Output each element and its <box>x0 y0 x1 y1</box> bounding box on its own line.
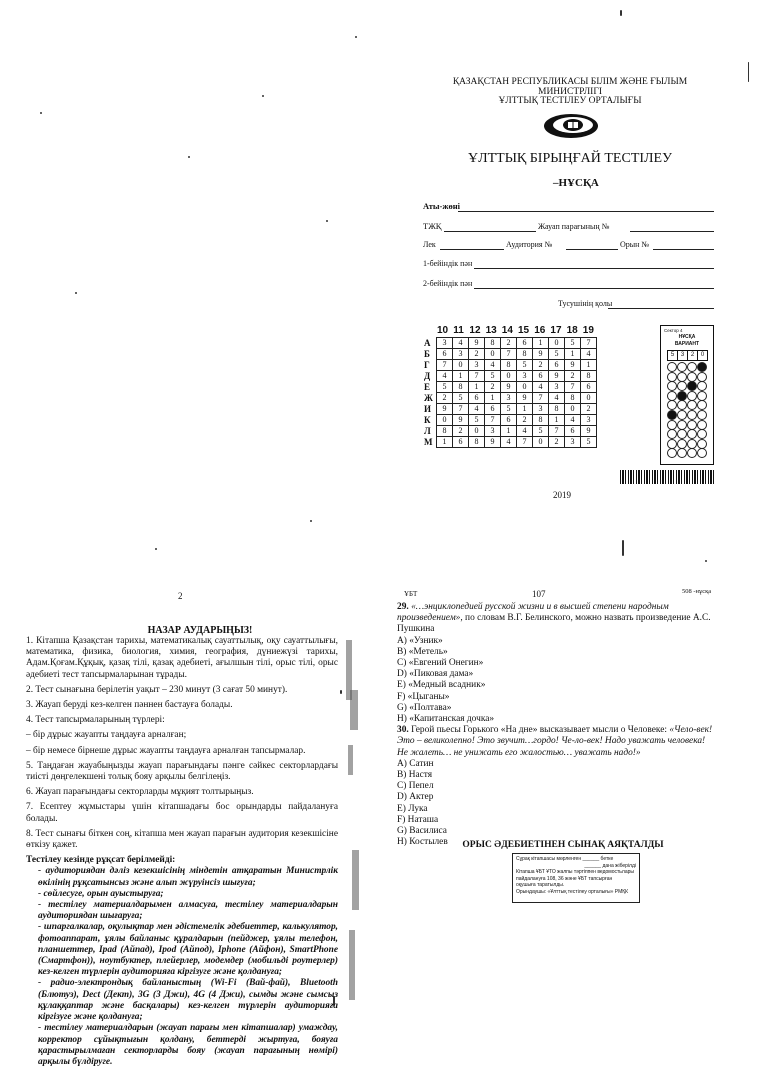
code-table <box>424 337 597 448</box>
code-cell: 3 <box>549 382 565 393</box>
code-cell: 1 <box>501 426 517 437</box>
rule-item: - аудиториядан дәліз кезекшісінің міндетін атқаратын Министрлік өкілінің рұқсатынсыз және алып жүруінсіз шығуға; <box>38 866 339 888</box>
answer-option: F) Наташа <box>397 814 439 825</box>
code-cell: 0 <box>517 382 533 393</box>
ntc-logo-icon <box>542 112 600 140</box>
code-cell: 3 <box>485 426 501 437</box>
code-cell: 5 <box>501 404 517 415</box>
code-cell: 3 <box>501 393 517 404</box>
auditorium-label: Аудитория № <box>506 240 553 249</box>
issue-stamp: Сұрақ кітапшасы мөрленген ______ бетке ______ дана жіберілді Кітапша ҰБТ ҰТО жалпы тәртіппен ведомостьлары пайдалануға 108, 36 және ҰБТ тапсырған оқушыға таратылды. Орындаушы: «Ұлттық тестілеу орталығы» РМҚК <box>512 853 640 903</box>
code-cell: 6 <box>485 404 501 415</box>
code-cell: 5 <box>565 338 581 349</box>
code-cell: 9 <box>501 382 517 393</box>
answer-option: D) «Пиковая дама» <box>397 669 474 680</box>
variant-bubble <box>667 429 677 439</box>
answer-option: A) «Узник» <box>397 635 443 646</box>
code-cell: 0 <box>453 360 469 371</box>
variant-bubble <box>677 381 687 391</box>
variant-bubble <box>687 391 697 401</box>
question-30: 30. Герой пьесы Горького «На дне» высказывает мысли о Человеке: «Чело-век! Это – великолепно! Это звучит…гордо! Че-ло-век! Надо уважать человека! Не жалеть… не унижать его жалостью… уважать надо!» <box>397 725 713 758</box>
code-cell: 7 <box>437 360 453 371</box>
code-cell: 3 <box>581 415 597 426</box>
answer-sheet-label: Жауап парағының № <box>538 222 610 231</box>
code-cell: 3 <box>533 404 549 415</box>
code-cell: 2 <box>453 426 469 437</box>
code-cell: 7 <box>517 437 533 448</box>
code-cell: 8 <box>565 393 581 404</box>
variant-bubble <box>667 362 677 372</box>
variant-bubble <box>667 391 677 401</box>
variant-bubble <box>687 439 697 449</box>
q30-options <box>397 759 717 849</box>
code-cell: 3 <box>453 349 469 360</box>
code-cell: 6 <box>533 371 549 382</box>
variant-bubble <box>677 362 687 372</box>
variant-bubble <box>677 420 687 430</box>
variant-box-sector: Сектор 4 <box>664 328 683 333</box>
code-row-label: Г <box>424 360 430 370</box>
code-cell: 2 <box>485 382 501 393</box>
ministry-line: ҚАЗАҚСТАН РЕСПУБЛИКАСЫ БІЛІМ ЖӘНЕ ҒЫЛЫМ МИНИСТРЛІГІ <box>452 77 688 97</box>
code-cell: 8 <box>437 426 453 437</box>
variant-bubble <box>667 420 677 430</box>
code-row-label: М <box>424 437 433 447</box>
variant-bubble <box>697 381 707 391</box>
barcode <box>620 470 714 484</box>
code-cell: 9 <box>453 415 469 426</box>
code-cell: 1 <box>517 404 533 415</box>
code-cell: 2 <box>565 371 581 382</box>
variant-bubble <box>697 391 707 401</box>
answer-option: C) «Евгений Онегин» <box>397 658 484 669</box>
instruction-item: – бір дұрыс жауапты таңдауға арналған; <box>26 730 187 741</box>
binding-smudge <box>352 850 359 910</box>
code-cell: 4 <box>549 393 565 404</box>
code-column-header: 17 <box>550 325 562 336</box>
variant-bubble <box>697 420 707 430</box>
code-cell: 3 <box>517 371 533 382</box>
variant-bubble <box>687 381 697 391</box>
code-cell: 5 <box>485 371 501 382</box>
code-cell: 1 <box>581 360 597 371</box>
code-row-label: Е <box>424 382 431 392</box>
profile1-label: 1-бейіндік пән <box>423 259 473 268</box>
variant-bubble <box>677 391 687 401</box>
code-cell: 9 <box>437 404 453 415</box>
instruction-item: – бір немесе бірнеше дұрыс жауапты таңдауға арналған тапсырмалар. <box>26 745 306 756</box>
code-row <box>424 360 597 371</box>
answer-option: E) Лука <box>397 803 428 814</box>
code-column-header: 15 <box>518 325 530 336</box>
variant-bubble <box>667 448 677 458</box>
code-cell: 8 <box>501 360 517 371</box>
variant-bubble <box>687 362 697 372</box>
variant-bubble <box>687 400 697 410</box>
code-cell: 7 <box>469 371 485 382</box>
code-cell: 2 <box>437 393 453 404</box>
answer-option: H) «Капитанская дочка» <box>397 714 495 725</box>
code-cell: 5 <box>469 415 485 426</box>
code-cell: 5 <box>517 360 533 371</box>
code-cell: 5 <box>453 393 469 404</box>
variant-bubble <box>687 420 697 430</box>
code-column-header: 18 <box>566 325 578 336</box>
answer-option: C) Пепел <box>397 781 434 792</box>
variant-bubble <box>667 400 677 410</box>
code-cell: 7 <box>549 426 565 437</box>
code-row <box>424 415 597 426</box>
code-cell: 2 <box>549 437 565 448</box>
code-cell: 7 <box>453 404 469 415</box>
instructions-list <box>26 636 338 1068</box>
variant-digit: 0 <box>697 350 708 361</box>
code-cell: 6 <box>581 382 597 393</box>
answer-option: E) «Медный всадник» <box>397 680 486 691</box>
code-cell: 2 <box>469 349 485 360</box>
code-cell: 8 <box>549 404 565 415</box>
instruction-item: 7. Есептеу жұмыстары үшін кітапшадағы бос орындарды пайдалануға болады. <box>26 802 338 824</box>
code-cell: 8 <box>485 338 501 349</box>
variant-bubble <box>697 410 707 420</box>
right-header-left: ҰБТ <box>404 590 418 598</box>
code-cell: 0 <box>501 371 517 382</box>
code-cell: 9 <box>469 338 485 349</box>
question-29: 29. «…энциклопедией русской жизни и в высшей степени народным произведением», по словам В.Г. Белинского, можно назвать произведение А.С. Пушкина A) «Узник» B) «Метель» C) «Евгений Онегин» D) «Пиковая дама» E) «Медный всадник» F) «Цыганы» G) «Полтава» H) «Капитанская дочка» 30. Герой пьесы Горького «На дне» высказывает мысли о Человеке: «Чело-век! Это – великолепно! Это звучит…гордо! Че-ло-век! Надо уважать человека! Не жалеть… не унижать его жалостью… уважать надо!» A) Сатин B) Настя C) Пепел D) Актер E) Лука F) Наташа G) Василиса H) Костылев <box>397 602 717 848</box>
answer-option: A) Сатин <box>397 758 434 769</box>
name-field-label: Аты-жөні <box>423 201 461 211</box>
code-cell: 4 <box>469 404 485 415</box>
code-cell: 4 <box>581 349 597 360</box>
code-cell: 6 <box>469 393 485 404</box>
variant-box <box>660 325 714 465</box>
variant-box-nuska: НҰСҚА <box>678 334 696 340</box>
variant-box-variant: ВАРИАНТ <box>674 341 700 347</box>
code-column-header: 11 <box>453 325 464 336</box>
variant-bubble <box>667 381 677 391</box>
code-cell: 0 <box>485 349 501 360</box>
code-cell: 3 <box>469 360 485 371</box>
code-row-label: И <box>424 404 432 414</box>
code-cell: 6 <box>453 437 469 448</box>
variant-bubble <box>667 410 677 420</box>
code-cell: 4 <box>485 360 501 371</box>
code-cell: 1 <box>549 415 565 426</box>
code-cell: 6 <box>437 349 453 360</box>
rule-item: - шпаргалкалар, оқулықтар мен әдістемелік әдебиеттер, калькулятор, фотоаппарат, ұялы байланыс құралдарын (пейджер, ұялы телефон, планшеттер, Ipad (Айпад), Ipod (Айпод), Iphone (Айфон), SmartPhone (Смартфон)), ноутбуктер, плейерлер, модемдер (мобильді роутерлер) кез-келген түрлерін аудиторияға кіргізуге және қолдануға; <box>38 922 338 978</box>
test-end-title: ОРЫС ӘДЕБИЕТІНЕН СЫНАҚ АЯҚТАЛДЫ <box>462 840 664 850</box>
tjk-field-label: ТЖҚ <box>423 221 442 231</box>
code-cell: 1 <box>453 371 469 382</box>
instruction-item: 3. Жауап беруді кез-келген пәннен бастауға болады. <box>26 700 233 711</box>
cover-year: 2019 <box>553 490 571 500</box>
code-cell: 4 <box>437 371 453 382</box>
code-cell: 4 <box>501 437 517 448</box>
answer-option: B) «Метель» <box>397 646 448 657</box>
variant-bubble <box>677 372 687 382</box>
cover-title: ҰЛТТЫҚ БІРЫҢҒАЙ ТЕСТІЛЕУ <box>468 151 672 166</box>
variant-bubble <box>677 400 687 410</box>
code-cell: 3 <box>565 437 581 448</box>
code-column-header: 16 <box>534 325 546 336</box>
code-row <box>424 404 597 415</box>
rule-item: - тестілеу материалдарымен алмасуға, тестілеу материалдарын аудиториядан шығаруға; <box>38 900 338 922</box>
code-column-header: 14 <box>501 325 513 336</box>
answer-option: G) Василиса <box>397 826 447 837</box>
code-cell: 2 <box>533 360 549 371</box>
variant-bubble <box>687 448 697 458</box>
instruction-item: 6. Жауап парағындағы секторларды мұқият толтырыңыз. <box>26 787 254 798</box>
rule-item: - сөйлесуге, орын ауыстыруға; <box>38 888 164 899</box>
code-cell: 9 <box>485 437 501 448</box>
profile2-label: 2-бейіндік пән <box>423 279 473 288</box>
binding-smudge <box>350 690 358 730</box>
variant-bubble <box>697 372 707 382</box>
code-cell: 5 <box>549 349 565 360</box>
code-row <box>424 371 597 382</box>
code-cell: 7 <box>485 415 501 426</box>
code-row <box>424 338 597 349</box>
code-cell: 2 <box>501 338 517 349</box>
code-cell: 0 <box>549 338 565 349</box>
code-cell: 6 <box>501 415 517 426</box>
code-cell: 3 <box>437 338 453 349</box>
code-cell: 0 <box>565 404 581 415</box>
code-cell: 5 <box>533 426 549 437</box>
variant-bubble <box>697 448 707 458</box>
code-cell: 1 <box>485 393 501 404</box>
instruction-item: 1. Кітапша Қазақстан тарихы, математикалық сауаттылық, оқу сауаттылығы, математика, физика, биология, химия, география, дүниежүзі тарихы, Адам.Қоғам.Құқық, қазақ тілі, қазақ әдебиеті, ағылшын тілі, орыс тілі, орыс әдебиеті тест тапсырмаларынан тұрады. <box>26 636 338 680</box>
q29-options <box>397 636 717 726</box>
instruction-item: 4. Тест тапсырмаларының түрлері: <box>26 715 165 726</box>
code-cell: 9 <box>565 360 581 371</box>
code-cell: 7 <box>565 382 581 393</box>
variant-bubble <box>697 439 707 449</box>
code-cell: 8 <box>517 349 533 360</box>
variant-bubble <box>677 448 687 458</box>
code-cell: 4 <box>453 338 469 349</box>
rule-item: - радио-электрондық байланыстың (Wi-Fi (Вай-фай), Bluetooth (Блютуз), Dect (Дект), 3G (3 Джи), 4G (4 Джи), сымды және сымсыз құлаққаптар және басқалары) кез-келген түрлерін аудиторияға кіргізуге және қолдануға; <box>38 978 338 1023</box>
variant-bubble <box>697 362 707 372</box>
answer-option: F) «Цыганы» <box>397 691 450 702</box>
rule-item: - тестілеу материалдарын (жауап парағы мен кітапшалар) умаждау, корректор сұйықтығын қолдану, беттерді жыртуға, бояуға қарастырылмаған секторларды бояу (жауап парағының нөмірі) арқылы бүлдіруге. <box>38 1023 339 1067</box>
code-row <box>424 393 597 404</box>
code-cell: 8 <box>453 382 469 393</box>
code-column-header: 13 <box>485 325 497 336</box>
code-cell: 2 <box>517 415 533 426</box>
code-cell: 7 <box>533 393 549 404</box>
attention-heading: НАЗАР АУДАРЫҢЫЗ! <box>147 625 253 636</box>
code-cell: 1 <box>565 349 581 360</box>
variant-bubble <box>667 372 677 382</box>
right-header-right: 508 -нұсқа <box>682 588 712 595</box>
lek-label: Лек <box>423 240 436 249</box>
binding-smudge <box>348 745 353 775</box>
binding-smudge <box>349 930 355 1000</box>
code-row <box>424 437 597 448</box>
code-row-label: Л <box>424 426 431 436</box>
code-cell: 5 <box>581 437 597 448</box>
rules-list <box>26 866 338 1068</box>
code-row-label: Ж <box>424 393 433 403</box>
right-page-number: 107 <box>532 589 546 599</box>
variant-bubble <box>687 429 697 439</box>
answer-option: G) «Полтава» <box>397 702 452 713</box>
answer-option: D) Актер <box>397 792 434 803</box>
code-cell: 1 <box>469 382 485 393</box>
code-row <box>424 382 597 393</box>
code-row-label: А <box>424 338 431 348</box>
variant-digit: 2 <box>687 350 698 361</box>
code-cell: 1 <box>437 437 453 448</box>
code-cell: 4 <box>533 382 549 393</box>
instruction-item: 5. Таңдаған жауабыңызды жауап парағындағы пәнге сәйкес секторлардағы тиісті дөңгелекшені толық бояу арқылы белгілеңіз. <box>26 760 338 783</box>
variant-bubble <box>697 400 707 410</box>
code-cell: 8 <box>469 437 485 448</box>
code-cell: 9 <box>549 371 565 382</box>
center-line: ҰЛТТЫҚ ТЕСТІЛЕУ ОРТАЛЫҒЫ <box>498 96 642 106</box>
code-cell: 0 <box>437 415 453 426</box>
code-cell: 8 <box>581 371 597 382</box>
code-cell: 0 <box>533 437 549 448</box>
code-column-header: 10 <box>437 325 449 336</box>
code-row-label: Б <box>424 349 430 359</box>
variant-bubble <box>667 439 677 449</box>
code-cell: 0 <box>581 393 597 404</box>
variant-digit: 3 <box>677 350 688 361</box>
variant-bubble <box>677 429 687 439</box>
code-cell: 1 <box>533 338 549 349</box>
code-cell: 0 <box>469 426 485 437</box>
code-cell: 2 <box>581 404 597 415</box>
signature-label: Тусушінің қолы <box>558 299 613 308</box>
code-cell: 5 <box>437 382 453 393</box>
left-page-number: 2 <box>178 591 183 601</box>
answer-option: B) Настя <box>397 770 433 781</box>
variant-label: –НҰСҚА <box>553 177 599 189</box>
variant-bubble <box>687 372 697 382</box>
code-cell: 8 <box>533 415 549 426</box>
seat-label: Орын № <box>620 240 650 249</box>
code-row-label: К <box>424 415 431 425</box>
code-column-header: 19 <box>582 325 594 336</box>
code-cell: 4 <box>517 426 533 437</box>
answer-option: H) Костылев <box>397 837 448 848</box>
code-cell: 9 <box>581 426 597 437</box>
code-cell: 4 <box>565 415 581 426</box>
code-cell: 6 <box>565 426 581 437</box>
code-cell: 6 <box>517 338 533 349</box>
variant-digit: 5 <box>667 350 678 361</box>
code-row <box>424 426 597 437</box>
variant-bubble <box>687 410 697 420</box>
code-cell: 9 <box>533 349 549 360</box>
variant-bubble <box>677 439 687 449</box>
code-cell: 7 <box>501 349 517 360</box>
code-cell: 7 <box>581 338 597 349</box>
instruction-item: 8. Тест сынағы біткен соң, кітапша мен жауап парағын аудитория кезекшісіне өткізу қажет. <box>26 828 338 851</box>
instruction-item: 2. Тест сынағына берілетін уақыт – 230 минут (3 сағат 50 минут). <box>26 684 288 695</box>
code-row-label: Д <box>424 371 431 381</box>
code-cell: 6 <box>549 360 565 371</box>
code-row <box>424 349 597 360</box>
variant-bubble <box>697 429 707 439</box>
code-cell: 9 <box>517 393 533 404</box>
rules-heading: Тестілеу кезінде рұқсат берілмейді: <box>26 855 176 866</box>
code-column-header: 12 <box>469 325 481 336</box>
variant-bubble <box>677 410 687 420</box>
